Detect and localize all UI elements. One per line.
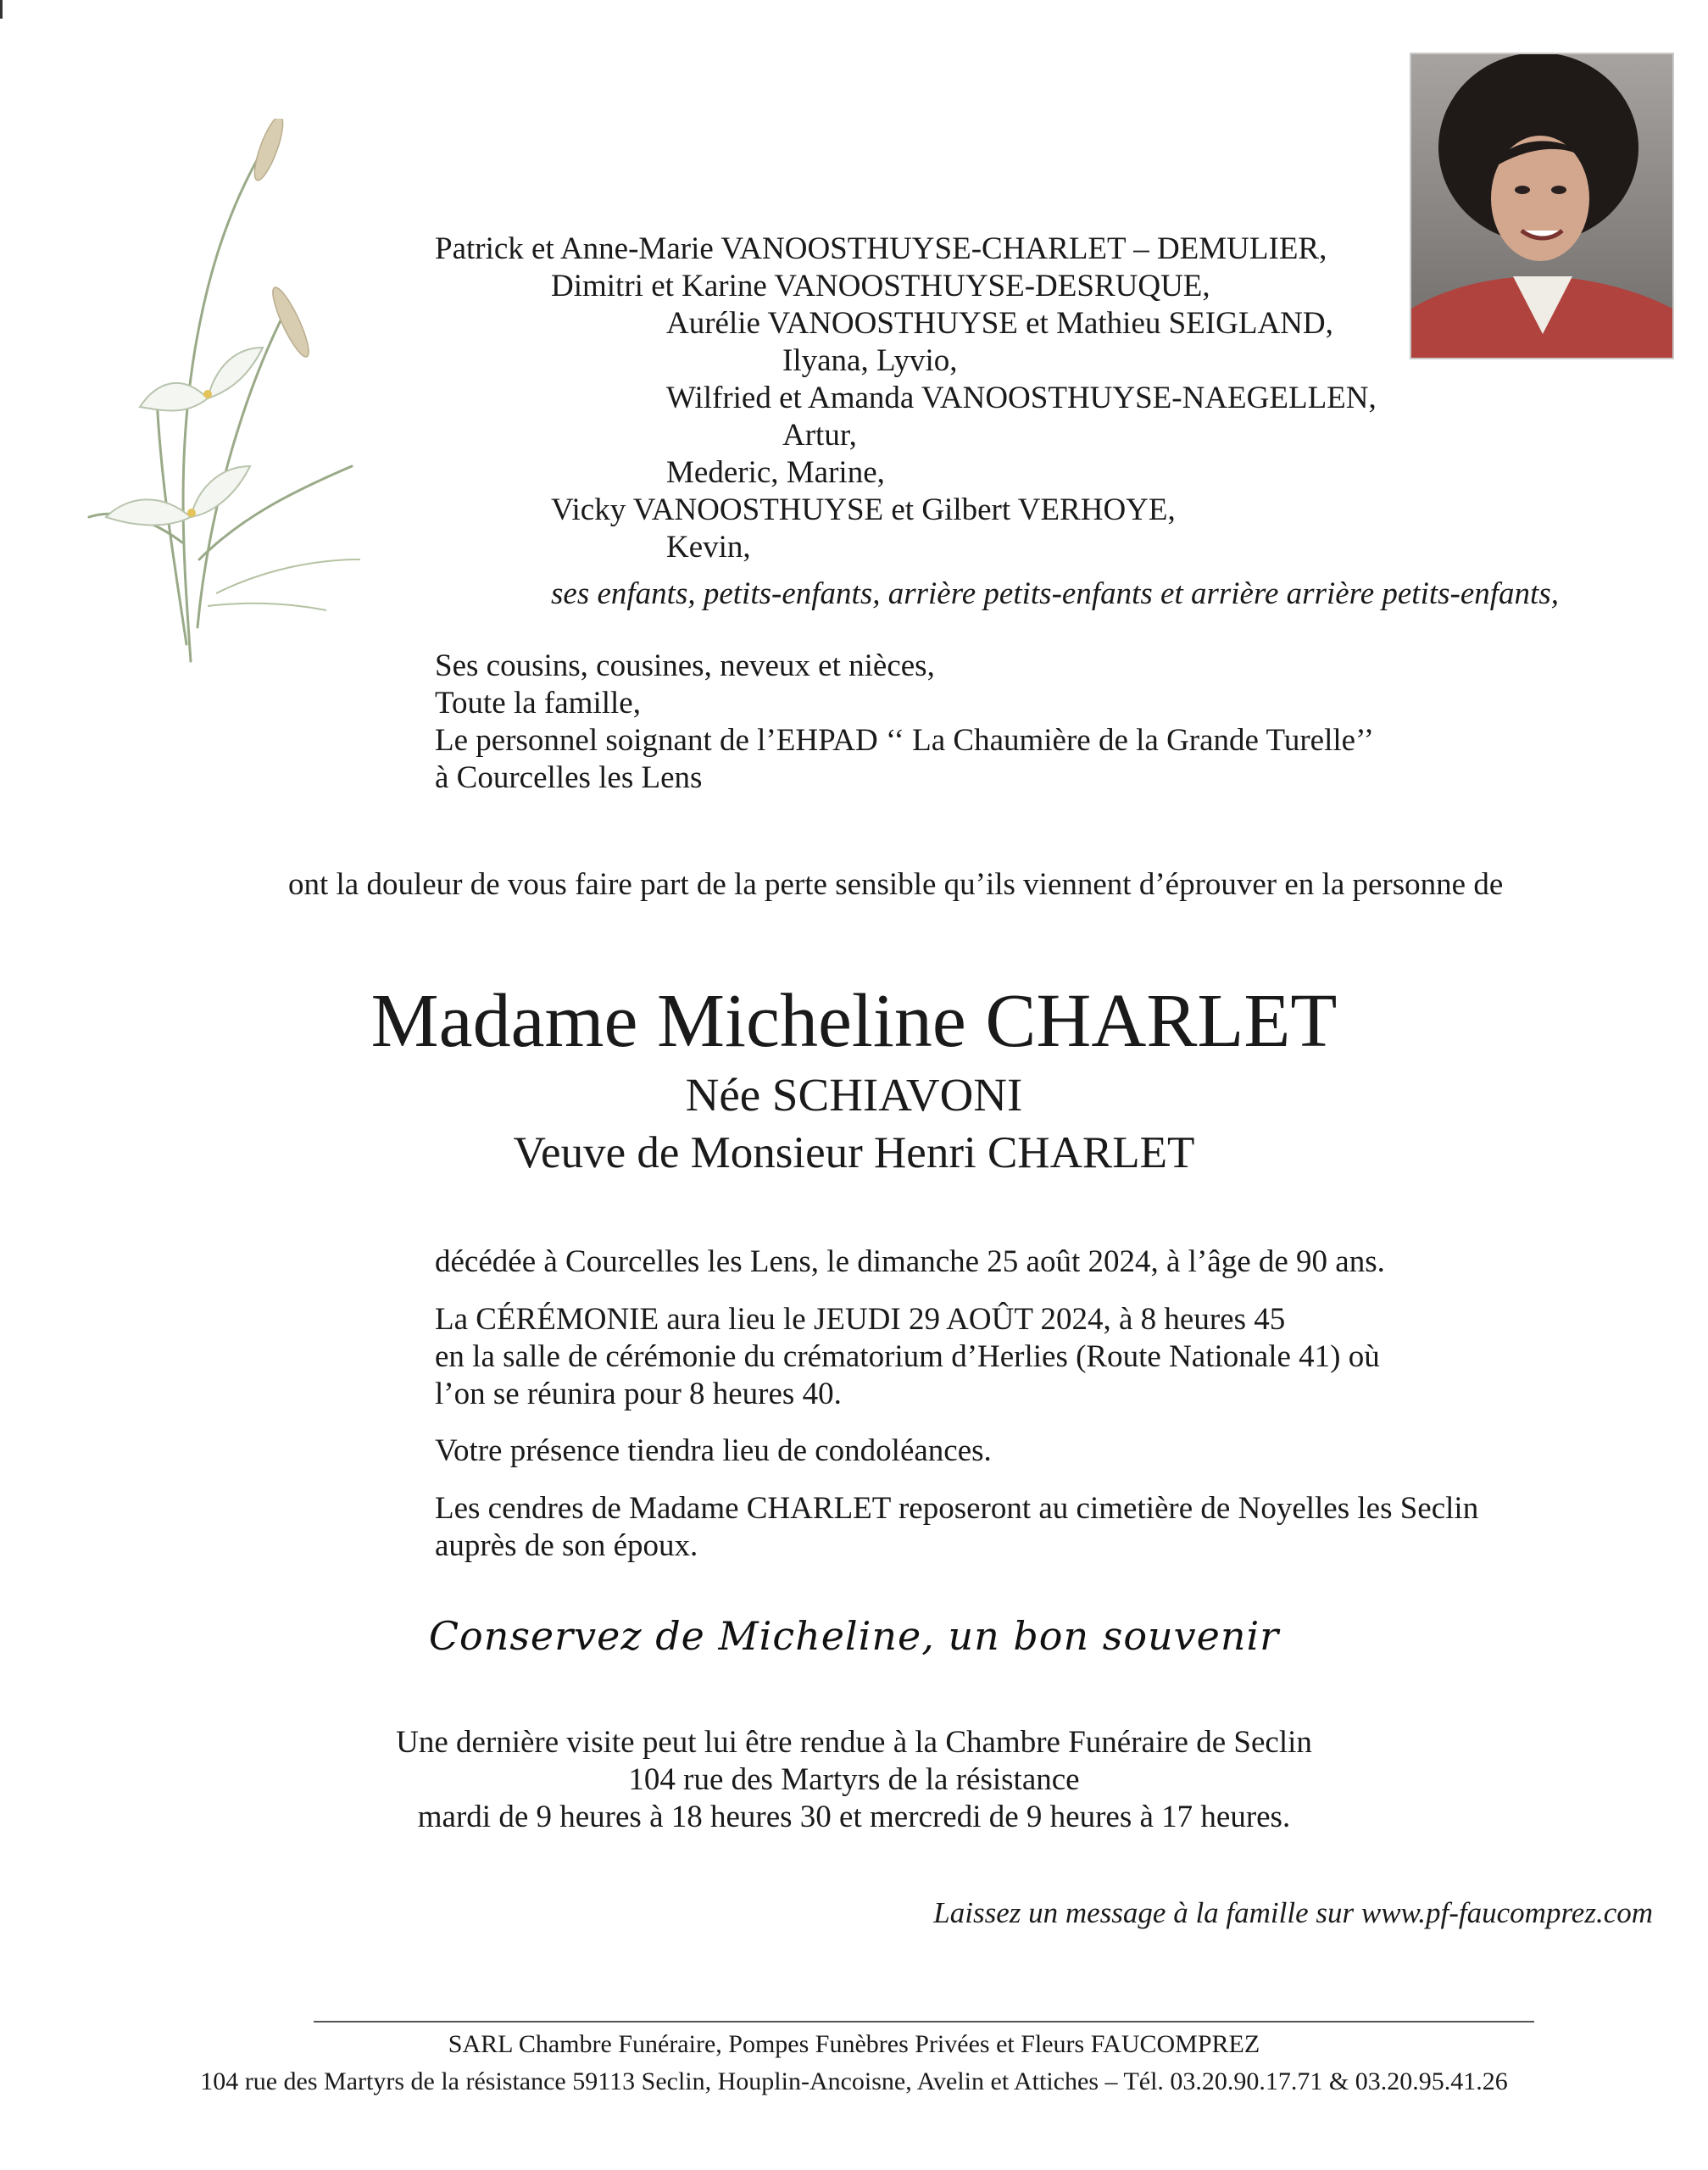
others-line-2: Toute la famille, <box>435 686 641 721</box>
visit-line-2: 104 rue des Martyrs de la résistance <box>628 1762 1080 1797</box>
widow-of: Veuve de Monsieur Henri CHARLET <box>513 1128 1195 1177</box>
footer-company: SARL Chambre Funéraire, Pompes Funèbres Privées et Fleurs FAUCOMPREZ <box>448 2030 1260 2058</box>
family-line-2: Dimitri et Karine VANOOSTHUYSE-DESRUQUE, <box>551 269 1210 303</box>
souvenir-phrase: Conservez de Micheline, un bon souvenir <box>428 1613 1280 1659</box>
others-line-4: à Courcelles les Lens <box>435 760 703 795</box>
family-line-6: Artur, <box>782 418 857 453</box>
deceased-name: Madame Micheline CHARLET <box>370 979 1338 1063</box>
family-line-4: Ilyana, Lyvio, <box>782 343 958 378</box>
announcement: ont la douleur de vous faire part de la perte sensible qu’ils viennent d’éprouver en la personne de <box>288 867 1504 902</box>
family-line-8: Vicky VANOOSTHUYSE et Gilbert VERHOYE, <box>551 492 1176 527</box>
footer-divider <box>314 2021 1534 2023</box>
visit-line-3: mardi de 9 heures à 18 heures 30 et mercredi de 9 heures à 17 heures. <box>417 1800 1291 1834</box>
portrait-photo <box>1410 53 1674 359</box>
portrait-image <box>1411 54 1672 358</box>
scan-mark <box>0 0 3 19</box>
condolences: Votre présence tiendra lieu de condoléances. <box>435 1433 992 1468</box>
website-message: Laissez un message à la famille sur www.pf-faucomprez.com <box>933 1896 1653 1929</box>
ceremony-line-3: l’on se réunira pour 8 heures 40. <box>435 1377 842 1411</box>
family-line-7: Mederic, Marine, <box>666 455 885 490</box>
visit-line-1: Une dernière visite peut lui être rendue à la Chambre Funéraire de Seclin <box>396 1725 1312 1760</box>
death-details: décédée à Courcelles les Lens, le dimanche 25 août 2024, à l’âge de 90 ans. <box>435 1244 1385 1279</box>
others-line-3: Le personnel soignant de l’EHPAD ‘‘ La Chaumière de la Grande Turelle’’ <box>435 723 1374 758</box>
family-line-5: Wilfried et Amanda VANOOSTHUYSE-NAEGELLEN, <box>666 381 1377 415</box>
family-line-9: Kevin, <box>666 530 751 565</box>
ashes-line-1: Les cendres de Madame CHARLET reposeront au cimetière de Noyelles les Seclin <box>435 1491 1479 1526</box>
others-line-1: Ses cousins, cousines, neveux et nièces, <box>435 648 935 683</box>
footer-address: 104 rue des Martyrs de la résistance 59113 Seclin, Houplin-Ancoisne, Avelin et Attiches – Tél. 03.20.90.17.71 & 03.20.95.41.26 <box>200 2067 1508 2095</box>
birth-name: Née SCHIAVONI <box>685 1069 1023 1121</box>
ceremony-line-2: en la salle de cérémonie du crématorium d’Herlies (Route Nationale 41) où <box>435 1339 1380 1374</box>
family-relation: ses enfants, petits-enfants, arrière petits-enfants et arrière arrière petits-enfants, <box>551 576 1559 611</box>
lily-wheat-illustration <box>81 119 360 695</box>
ashes-line-2: auprès de son époux. <box>435 1528 698 1563</box>
ceremony-line-1: La CÉRÉMONIE aura lieu le JEUDI 29 AOÛT 2024, à 8 heures 45 <box>435 1302 1286 1337</box>
family-line-1: Patrick et Anne-Marie VANOOSTHUYSE-CHARLET – DEMULIER, <box>435 231 1327 266</box>
family-line-3: Aurélie VANOOSTHUYSE et Mathieu SEIGLAND, <box>666 306 1333 341</box>
